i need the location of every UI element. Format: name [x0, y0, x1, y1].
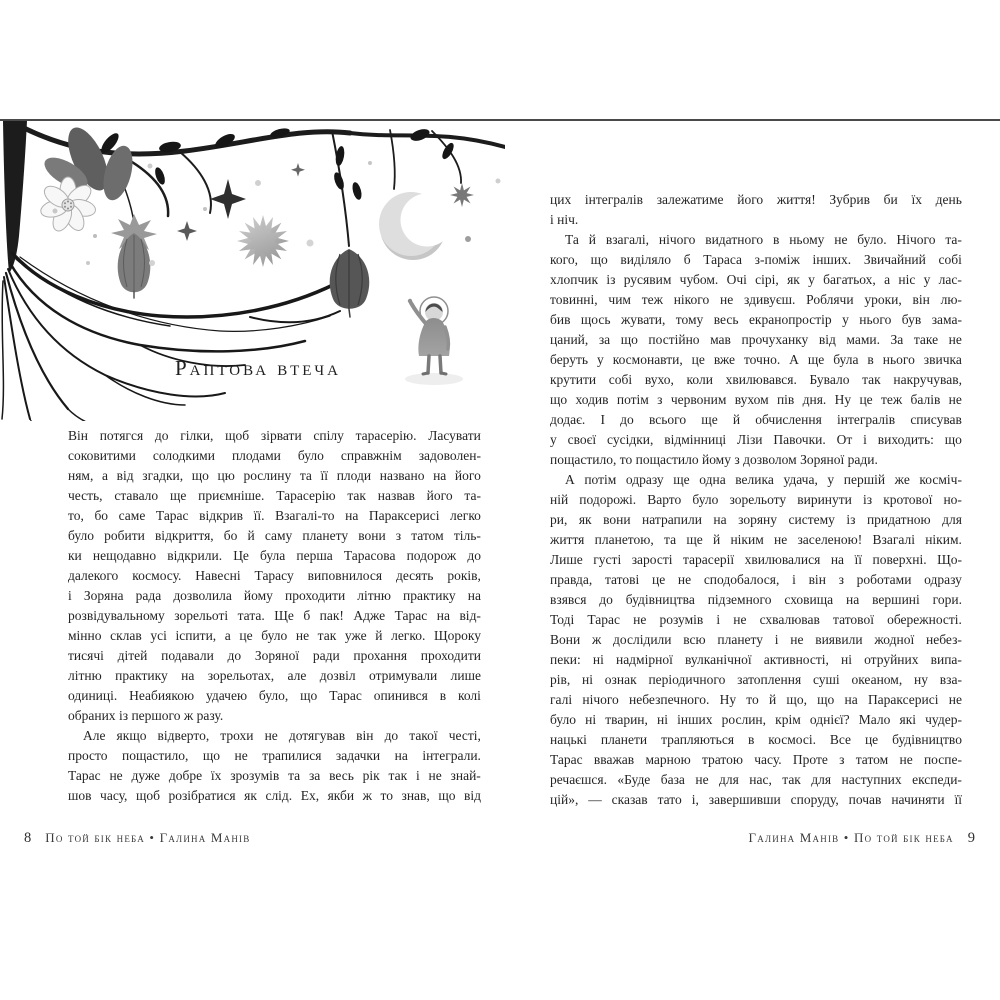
text-line: рів, ні ознак періодичного затоплення суші океаном, ну вза-: [550, 672, 962, 687]
text-line: мінно склав усі іспити, а це було не так уже й легко. Щороку: [68, 628, 481, 643]
text-line: життя планетою, та ще й ніким не заселеною! Взагалі ніким.: [550, 532, 962, 547]
text-line: ням, а від згадки, що цю рослину та її плоди названо на його: [68, 468, 481, 483]
text-line: ки нещодавно відкрили. Це була перша Тарасова подорож до: [68, 548, 481, 563]
text-line: Тоді Тарас не розумів і не схвалював татової обережності.: [550, 612, 962, 627]
text-line: нацькі планети трапляються в космосі. Все це будівництво: [550, 732, 962, 747]
text-line: правда, татові це не сподобалося, і він з роботами одразу: [550, 572, 962, 587]
text-line: шов часу, щоб розібратися як слід. Ех, якби ж то знав, що від: [68, 788, 481, 803]
page-number-right: 9: [967, 830, 975, 846]
text-line: у своєї сусідки, відмінниці Лізи Павочки. От і виходить: що: [550, 432, 962, 447]
flower-icon: [39, 177, 97, 234]
text-line: Лише густі зарості тарасерії хвилювалися на її поверхні. Що-: [550, 552, 962, 567]
text-line: крутити собі вухо, коли хвилювався. Бувало так накручував,: [550, 372, 962, 387]
text-line: було робити відкриття, бо й саму планету вони з татом тіль-: [68, 528, 481, 543]
text-line: речаєшся. «Буде база не для нас, так для наступних експеди-: [550, 772, 962, 787]
text-line: Вони ж дослідили всю планету і не виявили жодної небез-: [550, 632, 962, 647]
crescent-moon-icon: [379, 192, 454, 260]
text-line: А потім одразу ще одна велика удача, у першій же косміч-: [565, 472, 962, 487]
text-line: тисячі дітей подавали до Зоряної ради прохання проходити: [68, 648, 481, 663]
text-line: цій», — сказав тато і, завершивши споруду, почав начиняти її: [550, 792, 962, 807]
right-page-footer: [550, 830, 975, 848]
text-line: ній подорожі. Варто було зорельоту виринути із кротової но-: [550, 492, 962, 507]
text-line: розвідувальному зорельоті тата. Ще б пак! Адже Тарас на від-: [68, 608, 481, 623]
text-line: пощастило, то пощастило йому з дозволом Зоряної ради.: [550, 452, 878, 467]
sparkle-star-icon: [210, 179, 246, 219]
tree-trunk: [3, 121, 27, 273]
text-line: і Зоряна рада дозволила йому проходити літню практику на: [68, 588, 481, 603]
text-line: цих інтегралів залежатиме його життя! Зубрив би їх день: [550, 192, 962, 207]
text-line: пеки: ні надмірної вулканічної активності, ні отруйних випа-: [550, 652, 962, 667]
text-line: було ні тварин, ні інших рослин, крім однієї? Мало які чудер-: [550, 712, 962, 727]
right-page-text: [550, 190, 962, 810]
sunburst-icon: [229, 207, 297, 275]
text-line: просто пощастило, що не трапилися задачки на інтеграли.: [68, 748, 481, 763]
hanging-pod-icon: [330, 249, 370, 317]
sparkle-star-small-icon: [177, 221, 197, 241]
text-line: честь, ставало ще приємніше. Тарасерію так назвав його та-: [68, 488, 481, 503]
text-line: соковитими солодкими плодами було справжнім задоволен-: [68, 448, 481, 463]
text-line: обраних із першого ж разу.: [68, 708, 224, 723]
text-line: далекого космосу. Навесні Тарасу виповнилося десять років,: [68, 568, 481, 583]
text-line: беруть у космонавти, це вже точно. А ще була в нього звичка: [550, 352, 962, 367]
roots-icon: [2, 253, 340, 421]
text-line: і ніч.: [550, 212, 579, 227]
text-line: взявся до будівництва підземного сховища на вершині гори.: [550, 592, 962, 607]
text-line: Він потягся до гілки, щоб зірвати спілу тарасерію. Ласувати: [68, 428, 481, 443]
text-line: літню практику на зорельотах, але дозвіл отримували лише: [68, 668, 481, 683]
text-line: товинні, чим теж нікого не здивуєш. Роблячи уроки, він лю-: [550, 292, 962, 307]
text-line: цаний, за що постійно мав прочуханку від мами. За таке не: [550, 332, 962, 347]
text-line: Але якщо відверто, трохи не дотягував він до такої честі,: [83, 728, 481, 743]
physalis-pod-icon: [111, 214, 157, 298]
text-line: бив щось жувати, тому весь екранопростір у нього був зама-: [550, 312, 962, 327]
text-line: Та й взагалі, нічого видатного в ньому не було. Нічого та-: [565, 232, 962, 247]
left-page-footer: [24, 830, 250, 848]
running-title-right: Галина Манів • По той бік неба: [748, 830, 954, 845]
text-line: додає. І до всього ще й обчислення інтегралів списував: [550, 412, 962, 427]
text-line: одиниці. Неабиякою удачею було, що Тарас опинився в колі: [68, 688, 481, 703]
text-line: Тарас не дуже добре їх зрозумів та за весь рік так і не знай-: [68, 768, 481, 783]
running-title-left: По той бік неба • Галина Манів: [45, 830, 251, 845]
chapter-title: Раптова втеча: [175, 356, 341, 380]
text-line: ри, як вони натрапили на зоряну систему із придатною для: [550, 512, 962, 527]
text-line: кого, що виділяло б Тараса з-поміж інших. Звичайний собі: [550, 252, 962, 267]
sparkle-star-tiny-icon: [291, 163, 305, 177]
text-line: то, бо саме Тарас відкрив її. Взагалі-то на Параксерисі легко: [68, 508, 481, 523]
eight-point-star-icon: [450, 183, 474, 207]
text-line: що ходив потім з червоним вухом пів дня. Ну це теж балів не: [550, 392, 962, 407]
text-line: Тарас вважав марною тратою часу. Проте з татом не поспе-: [550, 752, 962, 767]
text-line: хлопчик із русявим чубом. Очі сірі, як у багатьох, а ніс у лас-: [550, 272, 962, 287]
page-number-left: 8: [24, 830, 32, 846]
left-page-text: [68, 426, 481, 806]
text-line: галі нічого небезпечного. Ну то й що, що на Параксерисі не: [550, 692, 962, 707]
